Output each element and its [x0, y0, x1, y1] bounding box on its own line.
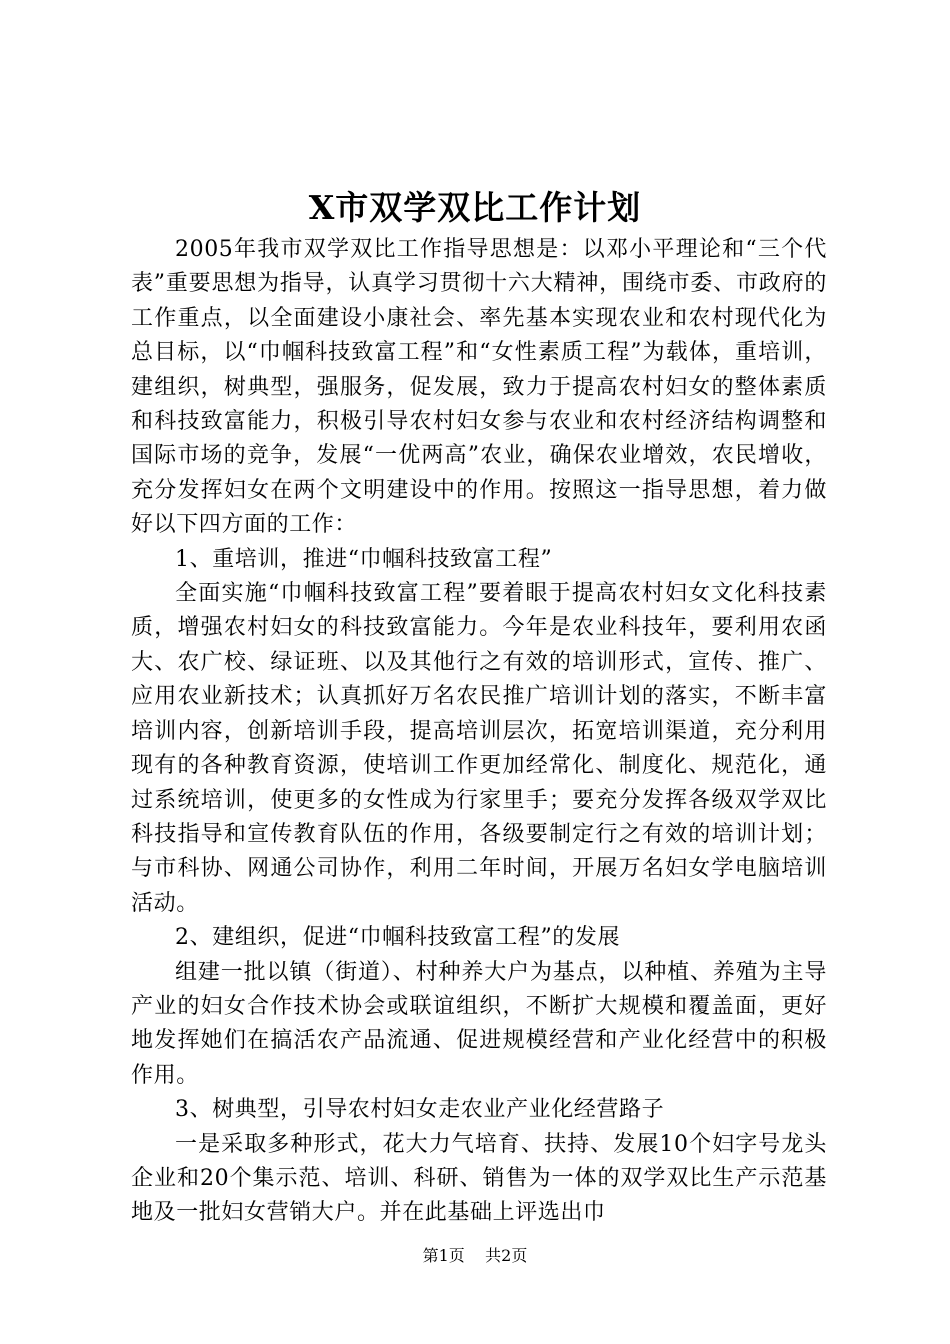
section-heading-2: 2、建组织，促进“巾帼科技致富工程”的发展 [175, 925, 621, 951]
paragraph-organization: 组建一批以镇（街道）、村种养大户为基点，以种植、养殖为主导产业的妇女合作技术协会或联谊组织，不断扩大规模和覆盖面，更好地发挥她们在搞活农产品流通、促进规模经营和产业化经营中的积极作用。 [131, 959, 827, 1088]
section-heading-3: 3、树典型，引导农村妇女走农业产业化经营路子 [175, 1097, 665, 1123]
page-number: 第1页 [422, 1246, 465, 1265]
paragraph-training: 全面实施“巾帼科技致富工程”要着眼于提高农村妇女文化科技素质，增强农村妇女的科技致富能力。今年是农业科技年，要利用农函大、农广校、绿证班、以及其他行之有效的培训形式，宣传、推广、应用农业新技术；认真抓好万名农民推广培训计划的落实，不断丰富培训内容，创新培训手段，提高培训层次，拓宽培训渠道，充分利用现有的各种教育资源，使培训工作更加经常化、制度化、规范化，通过系统培训，使更多的女性成为行家里手；要充分发挥各级双学双比科技指导和宣传教育队伍的作用，各级要制定行之有效的培训计划；与市科协、网通公司协作，利用二年时间，开展万名妇女学电脑培训活动。 [131, 581, 827, 916]
document-title: X市双学双比工作计划 [308, 188, 642, 227]
section-heading-1: 1、重培训，推进“巾帼科技致富工程” [175, 546, 553, 572]
page-total: 共2页 [485, 1246, 528, 1265]
footer-spacer [470, 1246, 480, 1265]
paragraph-models: 一是采取多种形式，花大力气培育、扶持、发展10个妇字号龙头企业和20个集示范、培训、科研、销售为一体的双学双比生产示范基地及一批妇女营销大户。并在此基础上评选出巾 [131, 1131, 827, 1226]
page-footer [0, 1244, 950, 1268]
document-body [131, 233, 827, 1231]
paragraph-guiding-thought: 2005年我市双学双比工作指导思想是：以邓小平理论和“三个代表”重要思想为指导，认真学习贯彻十六大精神，围绕市委、市政府的工作重点，以全面建设小康社会、率先基本实现农业和农村现代化为总目标，以“巾帼科技致富工程”和“女性素质工程”为载体，重培训，建组织，树典型，强服务，促发展，致力于提高农村妇女的整体素质和科技致富能力，积极引导农村妇女参与农业和农村经济结构调整和国际市场的竞争，发展“一优两高”农业，确保农业增效，农民增收，充分发挥妇女在两个文明建设中的作用。按照这一指导思想，着力做好以下四方面的工作： [131, 237, 827, 538]
